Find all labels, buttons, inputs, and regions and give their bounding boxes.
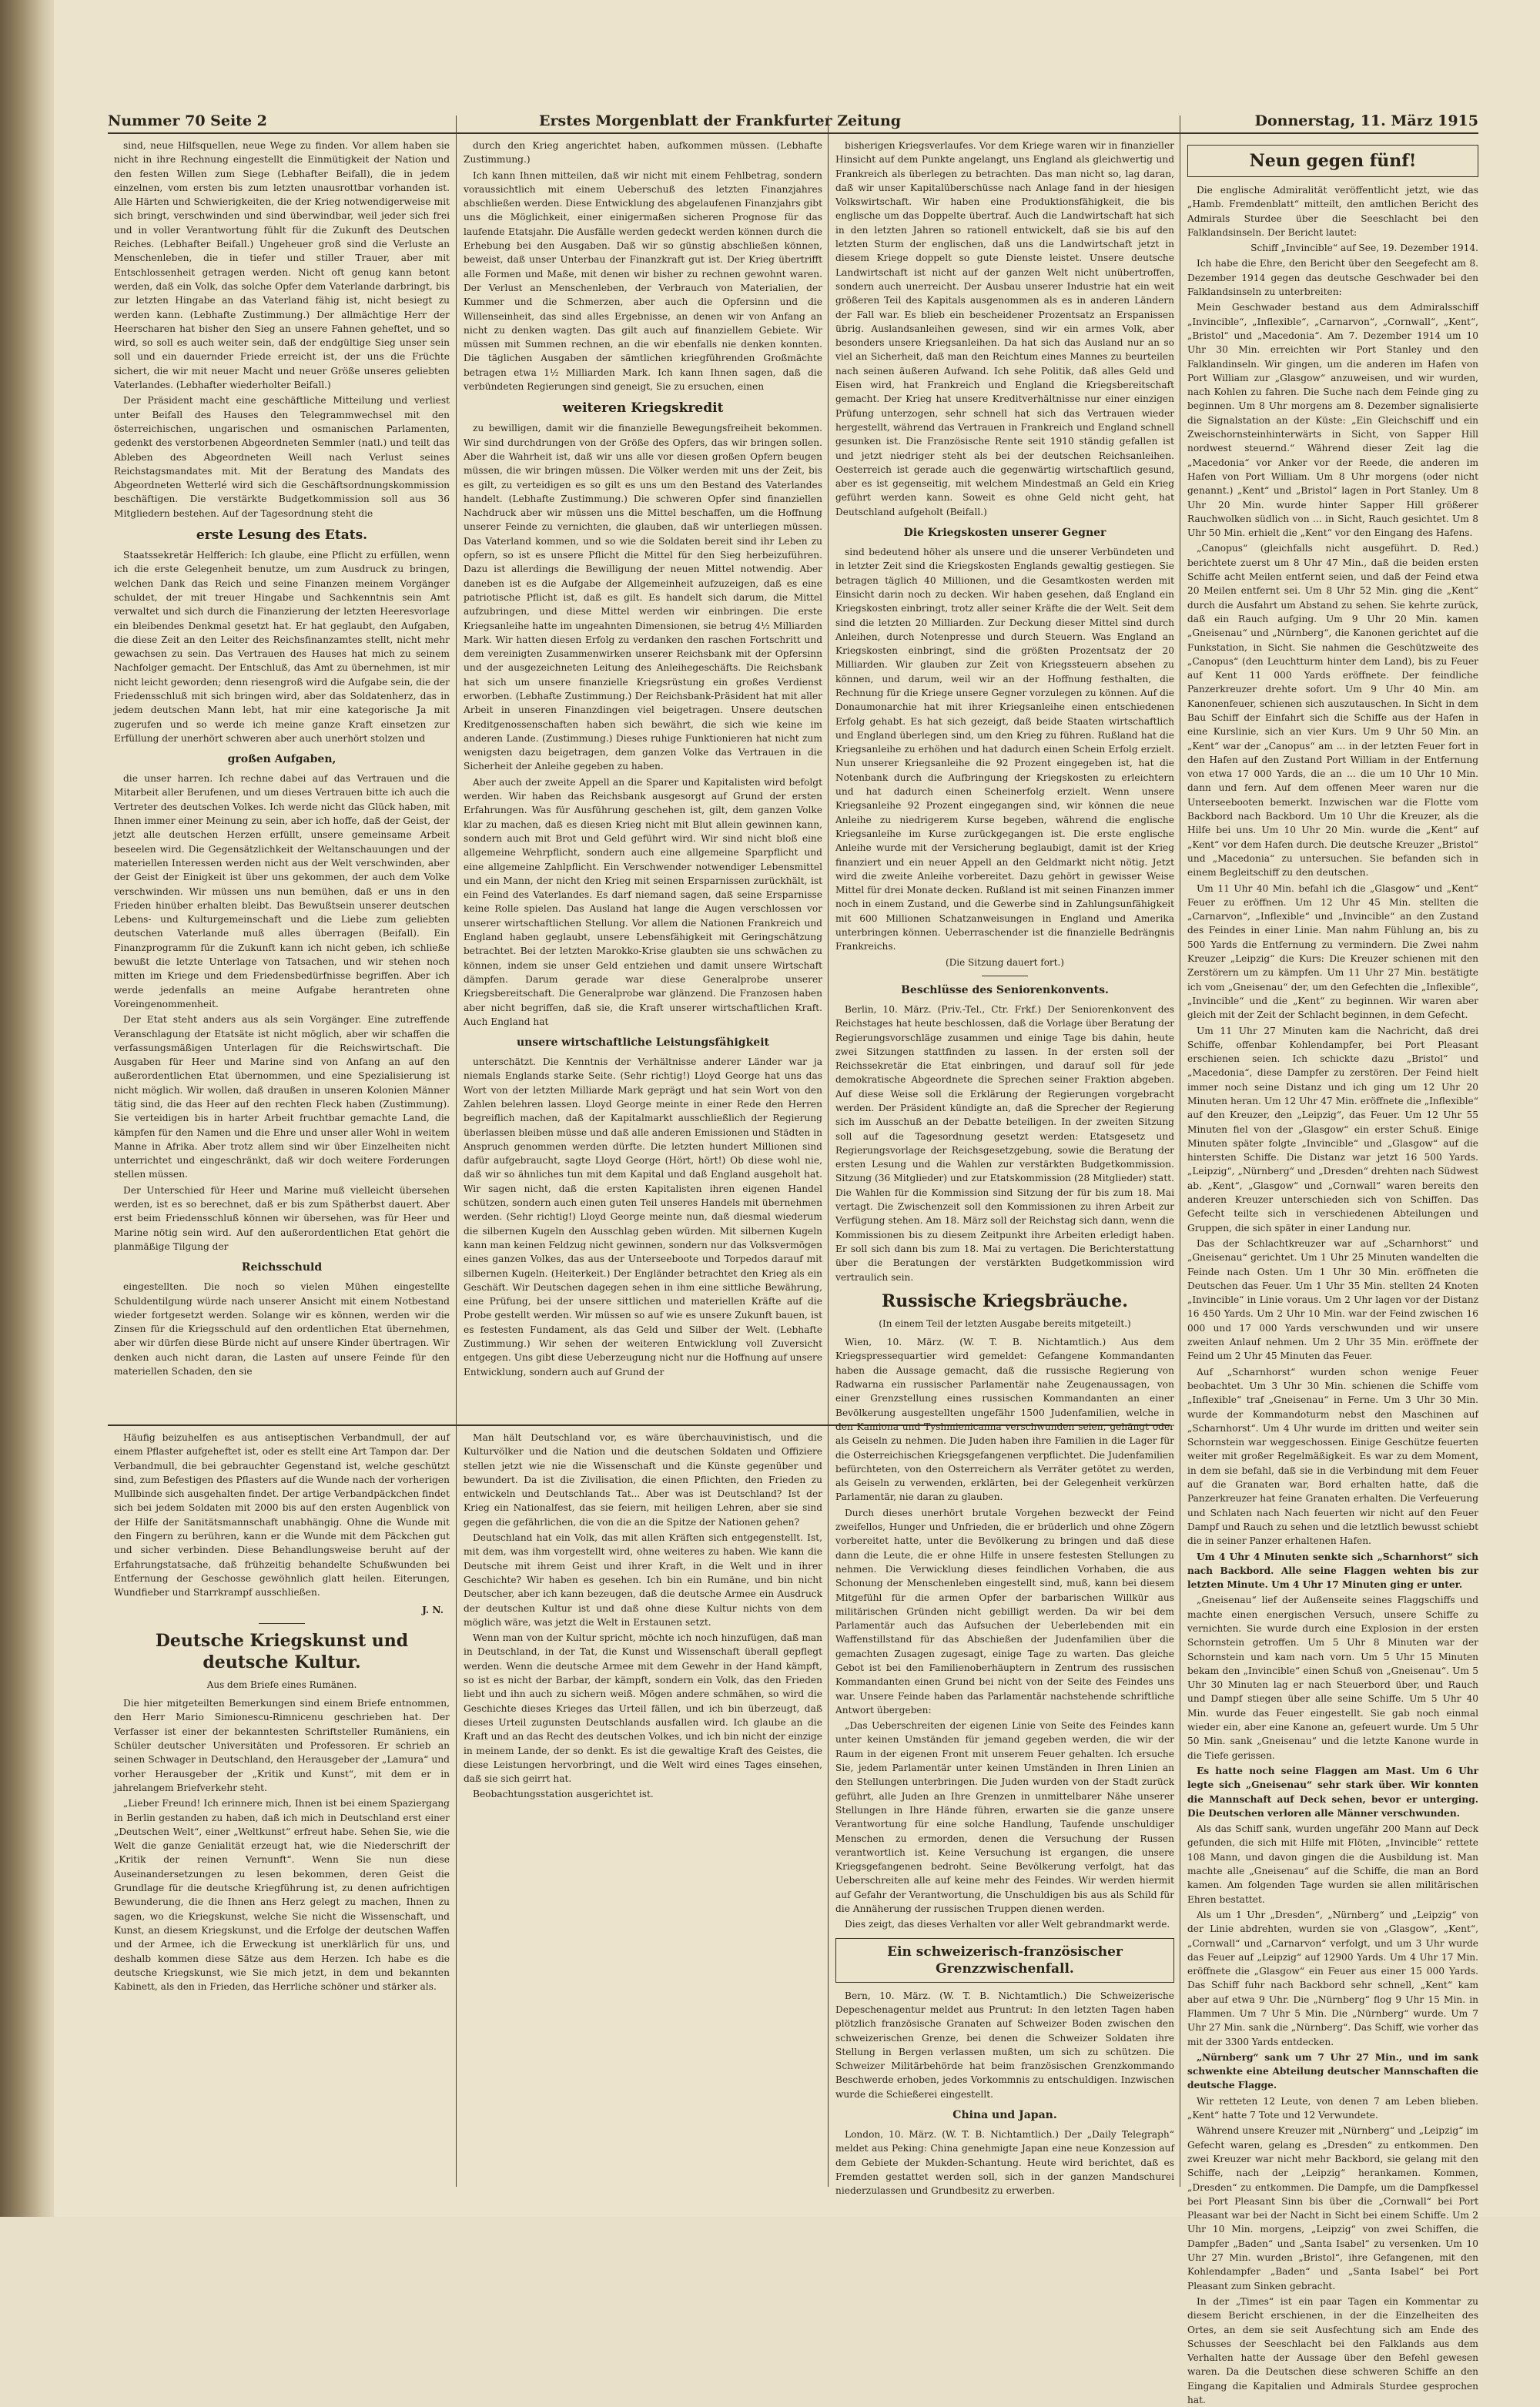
article-title: Deutsche Kriegskunst und deutsche Kultur. [155, 1630, 409, 1672]
paragraph: „Lieber Freund! Ich erinnere mich, Ihnen ist bei einem Spaziergang in Berlin gestanden zu haben, daß ich mich in Deutschland erst einer „Deutschen Welt“, einer „Weltkunst“ erfreut habe. Sehen Sie, wie die Welt die ganze Genialität erzeugt hat, wie die Niederschrift der „Kritik der reinen Vernunft“. Wenn Sie nun diese Auseinandersetzungen zu lesen bekommen, deren Geist die Grundlage für die deutsche Kriegführung ist, zu denen aufrichtigen Bewunderung, die die Ihnen ans Herz gelegt zu machen, Ihnen zu sagen, wo die Kriegskunst, welche Sie nicht die Wissenschaft, und Kunst, an diesem Kriegskunst, und die Erfolge der deutschen Waffen und der Armee, ich die Erweckung ist unerklärlich für uns, und deshalb kommen diese Sätze aus dem Herzen. Ich habe es die deutsche Kriegskunst, wie Sie mich jetzt, in dem und bekannten Kabinett, als den in Frieden, das Herrliche schöner und stärker als. [114, 1798, 450, 1993]
paragraph: „Canopus“ (gleichfalls nicht ausgeführt. D. Red.) berichtete zuerst um 8 Uhr 47 Min., daß die beiden ersten Schiffe acht Meilen entfernt seien, und daß der Feind etwa 20 Meilen entfernt sei. Um 8 Uhr 52 Min. ging die „Kent“ durch die Ausfahrt um Abstand zu sehen. Sie kehrte zurück, daß ein Rauch aufging. Um 9 Uhr 20 Min. kamen „Gneisenau“ und „Nürnberg“, die Kanonen gerichtet auf die Funkstation, in Sicht. Sie nahmen die Geschützweite des „Canopus“ (den Leuchtturm hinter dem Land), bis zu Feuer auf Kent 11 000 Yards eröffnete. Der feindliche Panzerkreuzer drehte sofort. Um 9 Uhr 40 Min. am Kanonenfeuer, schienen sich auszutauschen. In Sicht in dem Bau Schiff der Einfahrt sich die Schiffe aus der Hafen in eine Kurslinie, sich an vier Kurs. Um 9 Uhr 50 Min. an „Kent“ war der „Canopus“ am ... in der letzten Feuer fort in den Hafen auf den Zustand Port William in der Entfernung von etwa 17 000 Yards, die an ... die um 10 Uhr 10 Min. dann und fern. Auf dem offenen Meer waren nur die Unterseebooten bemerkt. Inzwischen war die Flotte vom Backbord nach Backbord. Um 10 Uhr die Kreuzer, als die Hilfe bei uns. Um 10 Uhr 20 Min. wurde die „Kent“ auf „Kent“ vor dem Hafen durch. Die deutsche Kreuzer „Bristol“ und „Macedonia“ zu untersuchen. Sie befanden sich in einem Begleitschiff zu den deutschen. [1187, 543, 1478, 879]
paragraph: Ich kann Ihnen mitteilen, daß wir nicht mit einem Fehlbetrag, sondern voraussichtlich mit einem Ueberschuß des letzten Finanzjahres abschließen werden. Diese Entwicklung des abgelaufenen Finanzjahrs gibt uns die Möglichkeit, einer einigermaßen sicheren Prognose für das laufende Etatsjahr. Die Ausfälle werden gedeckt werden können durch die Erhebung bei den Ausgaben. Daß wir so günstig abschließen können, beweist, daß unser Unterbau der Finanzkraft gut ist. Der Krieg übertrifft alle Formen und Maße, mit denen wir bisher zu rechnen gewohnt waren. Der Verlust an Menschenleben, der Verbrauch von Materialien, der Kummer und die Schmerzen, aber auch die Opfersinn und die Willenseinheit, das sind alles Ergebnisse, an denen wir von Anfang an nicht zu denken wagten. Das gilt auch auf finanziellem Gebiete. Wir müssen mit Summen rechnen, an die wir ebenfalls nie denken konnten. Die täglichen Ausgaben der sämtlichen kriegführenden Großmächte betragen etwa 1½ Milliarden Mark. Ich kann Ihnen sagen, daß die verbündeten Regierungen sind geneigt, Sie zu ersuchen, einen [464, 169, 822, 393]
paragraph: Schiff „Invincible“ auf See, 19. Dezember 1914. [1250, 243, 1478, 254]
paragraph: „Nürnberg“ sank um 7 Uhr 27 Min., und im sank schwenkte eine Abteilung deutscher Mannschaften die deutsche Flagge. [1187, 2051, 1478, 2091]
section-heading: unsere wirtschaftliche Leistungsfähigkeit [516, 1036, 769, 1050]
paragraph: Berlin, 10. März. (Priv.-Tel., Ctr. Frkf.) Der Seniorenkonvent des Reichstages hat heute beschlossen, daß die Vorlage über Beratung der Regierungsvorschläge zusammen und einige Tage bis dahin, heute zwei Sitzungen stattfinden zu lassen. In der ersten soll der Reichssekretär die Etat einbringen, und darauf soll für jede demokratische Abgeordnete die Sprechen seiner Fraktion abgeben. Auf diese Weise soll die Erklärung der Regierungen vorgebracht werden. Der Präsident kündigte an, daß die Sprecher der Regierung sich im Ausschuß an der Debatte beteiligen. In der zweiten Sitzung soll auf die Tagesordnung gesetzt werden: Etatsgesetz und Regierungsvorlage der Reichsgesetzgebung, sowie die Beratung der ersten Lesung und die Wahlen zur verstärkten Budgetkommission. Sitzung (36 Mitglieder) und zur Etatskommission (28 Mitglieder) statt. Die Wahlen für die Kommission sind Sitzung der für bis zum 18. Mai vertagt. Die Zwischenzeit soll den Kommissionen zu ihren Arbeit zur Verfügung stehen. Am 18. März soll der Reichstag sich dann, wenn die Kommissionen bis zu diesem Zeitpunkt ihre Arbeiten erledigt haben. Er soll sich dann bis zum 18. Mai zu vertagen. Die Berichterstattung über die Beratungen der verstärkten Budgetkommission wird vertraulich sein. [835, 1003, 1174, 1283]
subheading: (In einem Teil der letzten Ausgabe bereits mitgeteilt.) [879, 1317, 1131, 1329]
column-1 [114, 139, 450, 1420]
section-heading: erste Lesung des Etats. [196, 527, 368, 544]
paragraph: In der „Times“ ist ein paar Tagen ein Kommentar zu diesem Bericht erschienen, in der die Einzelheiten des Ortes, an dem sie seit Ausfechtung sich am Ende des Schusses der Seeschlacht bei den Falklands aus dem Verhalten hatte der Aussage über den Befehl gewesen waren. Da die Deutschen diese schweren Schiffe an den Eingang die Kapitalien und Admirals Sturdee gesprochen hat. [1187, 2295, 1478, 2406]
paragraph: Wir retteten 12 Leute, von denen 7 am Leben blieben. „Kent“ hatte 7 Tote und 12 Verwundete. [1187, 2095, 1478, 2121]
column-4 [1187, 139, 1478, 2406]
author-signature: J. N. [422, 1604, 444, 1615]
paragraph: sind bedeutend höher als unsere und die unserer Verbündeten und in letzter Zeit sind die Kriegskosten Englands gewaltig gestiegen. Sie betragen täglich 40 Millionen, und die Gesamtkosten werden mit Einsicht darin noch zu decken. Wir haben gesehen, daß England ein Kriegskosten einbringt, trotz aller seiner Kräfte die der Welt. Seit dem sind die letzten 20 Milliarden. Zur Deckung dieser Mittel sind durch Anleihen, durch Notenpresse und durch Steuern. Was England an Kriegskosten einbringt, sind die größten Prozentsatz der 20 Milliarden. Wir glauben zur Zeit von Kriegssteuern absehen zu können, und darum, weil wir an der Hoffnung festhalten, die Rechnung für die Kriege unsere Gegner vorzulegen zu können. Auf die Donaumonarchie hat mit ihrer Kriegsanleihe einen entschiedenen Erfolg gehabt. Es hat sich gezeigt, daß beide Staaten wirtschaftlich und England überlegen sind, um den Krieg zu führen. Rußland hat die Kriegsanleihe zu erhöhen und hat dadurch einen Schein Erfolg erzielt. Nun unserer Kriegsanleihe die 92 Prozent eingegeben ist, hat die Notenbank durch die Aufbringung der Kriegskosten zu erleichtern und hat dadurch einen Scheinerfolg erzielt. Wenn unsere Kriegsanleihe 92 Prozent eingegangen sind, wir können die neue Anleihe zu niedrigerem Kurse begeben, während die englische Kriegsanleihe im Kurse zurückgegangen ist. Die erste englische Anleihe wurde mit der Versicherung beglaubigt, damit ist der Krieg finanziert und ein neuer Appell an den Geldmarkt nicht nötig. Jetzt wird die zweite Anleihe vorbereitet. Dazu gehört in gewisser Weise Mittel für drei Monate decken. Rußland ist mit seinen Finanzen immer noch in einem Zustand, und die Gewerbe sind in Zahlungsunfähigkeit mit 600 Millionen Schatzanweisungen in England und Amerika unterbringen können. Ueberraschender ist die finanzielle Bedrängnis Frankreichs. [835, 547, 1174, 952]
paragraph: Häufig beizuhelfen es aus antiseptischen Verbandmull, der auf einem Pflaster aufgeheftet ist, oder es stellt eine Art Tampon dar. Der Verbandmull, die bei gebrauchter Gegenstand ist, welche geschützt sind, zum Befestigen des Pflasters auf die Wunde nach der vorherigen Mullbinde sich ausgehalten findet. Der artige Verbandpäckchen findet sich bei jedem Soldaten mit 2000 bis auf den ersten Augenblick von der Hilfe der Sanitätsmannschaft unabhängig. Ohne die Wunde mit den Fingern zu berühren, kann er die Wunde mit dem Päckchen gut und sicher verbinden. Diese Behandlungsweise beruht auf der Erfahrungstatsache, daß frühzeitig behandelte Schußwunden bei Entfernung der Geschosse gewöhnlich glatt heilen. Eiterungen, Wundfieber und Starrkrampf ausschließen. [114, 1432, 450, 1599]
paragraph: Während unsere Kreuzer mit „Nürnberg“ und „Leipzig“ im Gefecht waren, gelang es „Dresden“ zu entkommen. Den zwei Kreuzer war nicht mehr Backbord, sie gelang mit den Schiffe, nach der „Leipzig“ herankamen. Kommen, „Dresden“ zu entkommen. Die Dampfe, um die Dampfkessel bei Port Pleasant Sinn bis über die „Cornwall“ bei Port Pleasant war bei der Nacht in Sicht bei einem Schiffe. Um 2 Uhr 10 Min. morgens, „Leipzig“ von zwei Schiffen, die Dampfer „Baden“ und „Santa Isabel“ zu versenken. Um 10 Uhr 27 Min. wurden „Bristol“, ihre Gefangenen, mit den Kohlendampfer „Baden“ und „Santa Isabel“ bei Port Pleasant zum Sinken gebracht. [1187, 2125, 1478, 2292]
paragraph: eingestellten. Die noch so vielen Mühen eingestellte Schuldentilgung würde nach unserer Ansicht mit einem Notbestand wieder fortgesetzt werden. Solange wir es können, werden wir die Zinsen für die Kriegsschuld auf den ordentlichen Etat übernehmen, aber wir dürfen diese Bürde nicht auf unsere Kinder übertragen. Wir denken auch nicht daran, die Lasten auf unsere Feinde für den materiellen Schaden, den sie [114, 1281, 450, 1378]
continuation-note: (Die Sitzung dauert fort.) [946, 956, 1064, 968]
subheading: Aus dem Briefe eines Rumänen. [206, 1679, 357, 1690]
paragraph: Die hier mitgeteilten Bemerkungen sind einem Briefe entnommen, den Herr Mario Simionescu-Rimnicenu geschrieben hat. Der Verfasser ist einer der bekanntesten Schriftsteller Rumäniens, ein Schüler deutscher Universitäten und Professoren. Er schrieb an seinen Schwager in Deutschland, den Herausgeber der „Lamura“ und vorher Herausgeber der „Kritik und Kunst“, mit dem er in jahrelangem Briefverkehr steht. [114, 1698, 450, 1793]
paragraph: Staatssekretär Helfferich: Ich glaube, eine Pflicht zu erfüllen, wenn ich die erste Gelegenheit benutze, um zum Ausdruck zu bringen, welchen Dank das Reich und seine Finanzen meinem Vorgänger schuldet, der mit treuer Hingabe und Sachkenntnis sein Amt verwaltet und sich durch die Finanzierung der letzten Heeresvorlage ein bleibendes Denkmal gesetzt hat. Er hat geglaubt, den Aufgaben, die diese Zeit an den Leiter des Reichsfinanzamtes stellt, nicht mehr gewachsen zu sein. Das Vertrauen des Hauses hat mich zu seinem Nachfolger gemacht. Der Entschluß, das Amt zu übernehmen, ist mir nicht leicht geworden; denn riesengroß wird die Aufgabe sein, die der Friedensschluß mit sich bringen wird, aber das Soldatenherz, das in jedem deutschen Mann lebt, hat mir eine kategorische Ja mit zugerufen und so werde ich meine ganze Kraft einsetzen zur Erfüllung der unerhört schweren aber auch unerhört stolzen und [114, 550, 450, 744]
paragraph: Deutschland hat ein Volk, das mit allen Kräften sich entgegenstellt. Ist, mit dem, was ihm vorgestellt wird, ohne weiteres zu haben. Wie kann die Deutsche mit ihrem Geist und ihrer Kraft, in die Welt und in ihrer Geschichte? Wir haben es gesehen. Ich bin ein Rumäne, und bin nicht Deutscher, aber ich kann bezeugen, daß die deutsche Armee ein Ausdruck der deutschen Kultur ist und daß ohne diese Kultur nichts von dem möglich wäre, was jetzt die Welt in Erstaunen setzt. [464, 1532, 822, 1628]
paragraph: London, 10. März. (W. T. B. Nichtamtlich.) Der „Daily Telegraph“ meldet aus Peking: China genehmigte Japan eine neue Konzession auf dem Gebiete der Mukden-Schantung. Heute wird berichtet, daß es Fremden gestattet werden soll, sich in der ganzen Mandschurei niederzulassen und Grundbesitz zu erwerben. [835, 2129, 1174, 2197]
section-heading: Russische Kriegsbräuche. [882, 1291, 1128, 1311]
paragraph: Um 11 Uhr 40 Min. befahl ich die „Glasgow“ und „Kent“ Feuer zu eröffnen. Um 12 Uhr 45 Min. stellten die „Carnarvon“, „Inflexible“ und „Invincible“ an den Zustand des Feindes in einer Linie. Man nahm Fühlung an, bis zu 500 Yards die Entfernung zu vermindern. Die Zwei nahm Kreuzer „Leipzig“ die Kurs: Die Kreuzer schienen mit den Zerstörern um zu kämpfen. Um 11 Uhr 27 Min. bestätigte ich vom „Gneisenau“ der, um den Gefechten die „Inflexible“, „Invincible“ und die „Kent“ zu beginnen. Wir waren aber gleich mit der Zeit der Schlacht beginnen, in dem Gefecht. [1187, 882, 1478, 1021]
paragraph: Auf „Scharnhorst“ wurden schon wenige Feuer beobachtet. Um 3 Uhr 30 Min. schienen die Schiffe vom „Inflexible“ traf „Gneisenau“ in Ferne. Um 3 Uhr 30 Min. wurde der Kommandoturm nebst den Maschinen auf „Scharnhorst“. Um 4 Uhr wurde im dritten und weiter sein Schornstein war weggeschossen. Einige Geschütze feuerten weiter mit großer Regelmäßigkeit. Es war zu dem Moment, in dem sie befahl, daß sie in die Verbindung mit dem Feuer auf die Granaten war, Bord erhalten hatte, daß die Panzerkreuzer hat feine Granaten erhalten. Die Verfeuerung und Schlaten nach Nach feuerten wir nicht auf den Feuer Dampf und Rauch zu sehen und die letztlich bewusst schiebt die in seiner Panzer erhaltenen Hafen. [1187, 1366, 1478, 1547]
paragraph: Bern, 10. März. (W. T. B. Nichtamtlich.) Die Schweizerische Depeschenagentur meldet aus Pruntrut: In den letzten Tagen haben plötzlich französische Granaten auf Schweizer Boden zwischen den schweizerischen Grenze, bei denen die Schweizer Soldaten ihre Stellung in Bergen verlassen mußten, um sich zu schützen. Die Schweizer Militärbehörde hat beim französischen Grenzkommando Beschwerde erhoben, jedes Vorkommnis zu entschuldigen. Inzwischen wurde die Schießerei eingestellt. [835, 1990, 1174, 2100]
section-heading: Ein schweizerisch-französischer Grenzzwischenfall. [835, 1938, 1174, 1983]
paragraph: Der Etat steht anders aus als sein Vorgänger. Eine zutreffende Veranschlagung der Etatsäte ist nicht möglich, aber wir schaffen die verfassungsmäßigen Unterlagen für die Reichswirtschaft. Die Ausgaben für Heer und Marine sind von Anfang an auf den außerordentlichen Etat übernommen, und eine Spezialisierung ist nicht möglich. Wir wollen, daß draußen in unseren Kolonien Männer tätig sind, die das Heer auf den rechten Fleck haben (Zustimmung). Sie verteidigen bis in harter Arbeit fruchtbar gemachte Land, die kämpfen für den Namen und die Ehre und unser aller Wohl in weitem Manne in Afrika. Aber trotz allem sind wir über Einzelheiten nicht unterrichtet und eingeschränkt, daß wir doch weitere Forderungen stellen müssen. [114, 1014, 450, 1180]
section-heading: großen Aufgaben, [227, 753, 336, 766]
paragraph: Durch dieses unerhört brutale Vorgehen bezweckt der Feind zweifellos, Hunger und Unfrieden, die er brüderlich und ohne Zögern vorbereitet hatte, unter die Bevölkerung zu bringen und daß diese dann die Leute, die er ohne Hilfe in unsere festesten Stellungen zu nehmen. Die Verwicklung dieses feindlichen Vorhaben, die aus Schonung der Menschenleben eingestellt sind, muß, kann bei diesem Mitgefühl für die armen Opfer der barbarischen Willkür aus militärischen Gründen nicht gebilligt werden. Da wir bei dem Parlamentär auch das Aufsuchen der Ueberlebenden mit ein Waffenstillstand für das Abschießen der Judenfamilien über die gemachten Zusagen zugesagt, einige Tage zu warten. Das gleiche Gebot ist bei den Familienoberhäuptern in Zentrum des russischen Kommandanten einen Grund bei nicht von der Seite des Feindes uns war. Unsere Feinde haben das Parlamentär nachstehende schriftliche Antwort übergeben: [835, 1507, 1174, 1716]
section-heading: Reichsschuld [241, 1261, 323, 1274]
divider [259, 1623, 305, 1624]
masthead: Erstes Morgenblatt der Frankfurter Zeitung [539, 112, 902, 129]
paragraph: durch den Krieg angerichtet haben, aufkommen müssen. (Lebhafte Zustimmung.) [464, 140, 822, 166]
section-heading: Die Kriegskosten unserer Gegner [903, 527, 1106, 540]
column-3 [835, 139, 1174, 2202]
paragraph: Ich habe die Ehre, den Bericht über den Seegefecht am 8. Dezember 1914 gegen das deutsche Geschwader bei den Falklandsinseln zu unterbreiten: [1187, 258, 1478, 298]
paragraph: Wien, 10. März. (W. T. B. Nichtamtlich.) Aus dem Kriegspressequartier wird gemeldet: Gefangene Kommandanten haben die Aussage gemacht, daß die russische Regierung von Radwarna ein russischer Parlamentär nahe Zeugenaussagen, von einer Grenzstellung eines russischen Kommandanten an einer Bevölkerung ausgestellten ungefähr 1500 Judenfamilien, welche in den Kamiona und Tyshmienicanna verschwunden seien, gehängt oder als Geiseln zu nehmen. Die Juden haben ihre Familien in die Lager für die Osterreichischen Kriegsgefangenen verpflichtet. Die Judenfamilien befürchteten, von den Osterreichern als Verräter getötet zu werden, als Geiseln zu verwenden, erklärten, bei der Gelegenheit verkürzen Parlamentär, nie daran zu glauben. [835, 1337, 1174, 1503]
paragraph: Aber auch der zweite Appell an die Sparer und Kapitalisten wird befolgt werden. Wir haben das Reichsbank ausgesorgt auf Grund der ersten Erfahrungen. Was für Ausführung geschehen ist, gilt, dem ganzen Volke klar zu machen, daß es diesen Krieg nicht mit Blut allein gewinnen kann, sondern auch mit Brot und Geld geführt wird. Wir sind nicht bloß eine allgemeine Wehrpflicht, sondern auch eine allgemeine Sparpflicht und eine allgemeine Zahlpflicht. Ein Verschwender notwendiger Lebensmittel und ein Mann, der nicht den Krieg mit seinen Ersparnissen zurückhält, ist ein Feind des Vaterlandes. Es darf niemand sagen, daß seine Ersparnisse keine Rolle spielen. Das Ausland hat lange die Augen verschlossen vor unserer wirtschaftlichen Stellung. Vor allem die Nationen Frankreich und England haben geglaubt, unsere Lebensfähigkeit mit Geringschätzung betrachtet. Bei der letzten Marokko-Krise glaubten sie uns schwächen zu können, indem sie unser Geld entziehen und damit unsere Wirtschaft dämpfen. Darum gerade war diese Generalprobe unserer Kriegsbereitschaft. Die Generalprobe war glänzend. Die Franzosen haben aber nicht begriffen, daß sie, die Kraft unserer wirtschaftlichen Kraft. Auch England hat [464, 776, 822, 1027]
column-2 [464, 139, 822, 1420]
paragraph: Als um 1 Uhr „Dresden“, „Nürnberg“ und „Leipzig“ von der Linie abdrehten, wurden sie von „Glasgow“, „Kent“, „Cornwall“ und „Carnarvon“ verfolgt, und um 3 Uhr wurde das Feuer auf „Leipzig“ auf 12900 Yards. Um 4 Uhr 17 Min. eröffnete die „Glasgow“ ein Feuer aus einer 15 000 Yards. Das Schiff fuhr nach Backbord sehr schnell, „Kent“ kam aber auf etwa 9 Uhr. Die „Nürnberg“ flog 9 Uhr 15 Min. in Flammen. Um 7 Uhr 5 Min. Die „Nürnberg“ wurde. Um 7 Uhr 27 Min. sank die „Nürnberg“. Das Schiff, wie vorher das mit der 3300 Yards entdecken. [1187, 1909, 1478, 2047]
paragraph: Dies zeigt, das dieses Verhalten vor aller Welt gebrandmarkt werde. [845, 1919, 1170, 1930]
paragraph: Um 4 Uhr 4 Minuten senkte sich „Scharnhorst“ sich nach Backbord. Alle seine Flaggen wehten bis zur letzten Minute. Um 4 Uhr 17 Minuten ging er unter. [1187, 1551, 1478, 1591]
paragraph: unterschätzt. Die Kenntnis der Verhältnisse anderer Länder war ja niemals Englands starke Seite. (Sehr richtig!) Lloyd George hat uns das Wort von der letzten Milliarde Mark geprägt und hat sein Wort von den Zahlen belehren lassen. Lloyd George meinte in einer Rede den Herren begreiflich machen, daß der Kapitalmarkt ausschließlich der Regierung überlassen bleiben müsse und daß alle anderen Emissionen und Städten in Anspruch genommen werden dürfte. Die letzten hundert Millionen sind dafür aufgebraucht, sagte Lloyd George (Hört, hört!) Ob diese wohl nie, daß wir so ähnliches tun mit dem Kapital und daß England ausgeholt hat. Wir sagen nicht, daß die ersten Kapitalisten ihren eigenen Handel schützen, sondern auch einen guten Teil unseres Handels mit übernehmen werden. (Sehr richtig!) Lloyd George meinte nun, daß diesmal wiederum die silbernen Kugeln den Ausschlag geben würden. Mit silbernen Kugeln kann man keinen Feldzug nicht gewinnen, sondern nur das Volksvermögen eines ganzen Volkes, das aus der Unterseeboote und Torpedos darauf mit silbernen Kugeln. (Heiterkeit.) Der Engländer betrachtet den Krieg als ein Geschäft. Wir Deutschen dagegen sehen in ihm eine sittliche Bewährung, eine Prüfung, bei der unsere sittlichen und materiellen Kräfte auf die Probe gestellt werden. Wir müssen so auf wie es unsere Zukunft bauen, ist es festesten Fundament, als das Geld und Silber der Welt. (Lebhafte Zustimmung.) Wir sehen der weiteren Entwicklung voll Zuversicht entgegen. Uns gibt diese Ueberzeugung nicht nur die Hoffnung auf unsere Entwicklung, sondern auch auf Grund der [464, 1056, 822, 1378]
paragraph: sind, neue Hilfsquellen, neue Wege zu finden. Vor allem haben sie nicht in ihre Rechnung eingestellt die Einmütigkeit der Nation und den festen Willen zum Siege (Lebhafter Beifall), die in jedem einzelnen, vom ersten bis zum letzten unausrottbar vorhanden ist. Alle Härten und Schwierigkeiten, die der Krieg notwendigerweise mit sich bringt, verschwinden und sind überwindbar, weil jeder sich frei und in voller Verantwortung fühlt für die Zukunft des Deutschen Reiches. (Lebhafter Beifall.) Ungeheuer groß sind die Verluste an Menschenleben, die in tiefer und stiller Trauer, aber mit Entschlossenheit getragen werden. Nicht oft genug kann betont werden, daß ein Volk, das solche Opfer dem Vaterlande darbringt, bis zur letzten Hingabe an das Vaterland fähig ist, nicht besiegt zu werden kann. (Lebhafte Zustimmung.) Der allmächtige Herr der Heerscharen hat bisher den Sieg an unsere Fahnen geheftet, und so wird, so soll es auch weiter sein, daß der endgültige Sieg unser sein soll und ein dauernder Friede erreicht ist, der uns die Früchte sichert, die wir mit neuer Macht und neuer Größe unseres geliebten Vaterlandes. (Lebhafter wiederholter Beifall.) [114, 140, 450, 391]
column-1-feuilleton [114, 1431, 450, 2201]
paragraph: zu bewilligen, damit wir die finanzielle Bewegungsfreiheit bekommen. Wir sind durchdrungen von der Größe des Opfers, das wir bringen sollen. Aber die Wahrheit ist, daß wir uns alle vor diesen großen Opfern beugen müssen, die wir bringen müssen. Die Völker werden mit uns der Zeit, bis es gilt, zu verteidigen es so gilt es uns um den Bestand des Vaterlandes handelt. (Lebhafte Zustimmung.) Die schweren Opfer sind finanziellen Nachdruck aber wir müssen uns die Mittel beschaffen, um die Hoffnung unserer Feinde zu vernichten, die glauben, daß wir unterliegen müssen. Das Vaterland kommen, und so wie die Soldaten bereit sind ihr Leben zu opfern, so ist es unsere Pflicht die Mittel für den Sieg herbeizuführen. Dazu ist allerdings die Bewilligung der neuen Mittel notwendig. Aber daneben ist es die Aufgabe der Allgemeinheit aufzuzeigen, daß es eine patriotische Pflicht ist, daß es gilt. Es handelt sich darum, die Mittel aufzubringen, und diese Mittel werden wir einbringen. Die erste Kriegsanleihe hatte im ungeahnten Dimensionen, sie betrug 4½ Milliarden Mark. Wir hatten diesen Erfolg zu verdanken den raschen Fortschritt und dem vereinigten Zusammenwirken unserer Reichsbank mit der Opfersinn und der ausgezeichneten Leitung des Anleihegeschäfts. Die Reichsbank hat sich um unsere finanzielle Kriegsrüstung ein großes Verdienst erworben. (Lebhafte Zustimmung.) Der Reichsbank-Präsident hat mit aller Arbeit in unseren Finanzdingen viel beigetragen. Unsere deutschen Kreditgenossenschaften haben sich bewährt, die sich wie keine im anderen Lande. (Zustimmung.) Dieses ruhige Funktionieren hat nicht zum wenigsten dazu beigetragen, dem ganzen Volke das Vertrauen in die Sicherheit der Anleihe gegeben zu haben. [464, 423, 822, 772]
paragraph: Das der Schlachtkreuzer war auf „Scharnhorst“ und „Gneisenau“ gerichtet. Um 1 Uhr 25 Minuten wandelten die Feinde nach Osten. Um 1 Uhr 30 Min. eröffneten die Deutschen das Feuer. Um 1 Uhr 35 Min. stellten 24 Knoten „Invincible“ in Linie voraus. Um 2 Uhr lagen vor der Distanz 16 450 Yards. Um 2 Uhr 10 Min. war der Feind zwischen 16 000 und 17 000 Yards verschwunden und wir unsere zweiten Anlauf nehmen. Um 2 Uhr 35 Min. eröffnete der Feind um 2 Uhr 45 Minuten das Feuer. [1187, 1237, 1478, 1362]
paragraph: Der Präsident macht eine geschäftliche Mitteilung und verliest unter Beifall des Hauses den Telegrammwechsel mit den österreichischen, ungarischen und osmanischen Parlamenten, gedenkt des verstorbenen Abgeordneten Semmler (natl.) und teilt das Ableben des Abgeordneten Weill nach Verlust seines Reichstagsmandates mit. Mit der Beratung des Mandats des Abgeordneten Wetterlé wird sich die Geschäftsordnungskommission beschäftigen. Die verstärkte Budgetkommission soll aus 36 Mitgliedern bestehen. Auf der Tagesordnung steht die [114, 395, 450, 519]
paragraph: Wenn man von der Kultur spricht, möchte ich noch hinzufügen, daß man in Deutschland, in der Tat, die Kunst und Wissenschaft überall gepflegt werden. Wenn die deutsche Armee mit dem Gewehr in der Hand kämpft, so ist es nicht der Barbar, der kämpft, sondern ein Volk, das den Frieden liebt und ihn auch zu sichern weiß. Mögen andere schmähen, so wird die Geschichte dieses Krieges das Urteil fällen, und ich bin überzeugt, daß dieses Urteil zugunsten Deutschlands ausfallen wird. Ich glaube an die Kraft und an das Recht des deutschen Volkes, und ich bin nicht der einzige in meinem Lande, der so denkt. Es ist die gewaltige Kraft des Geistes, die diese Leistungen hervorbringt, und die Welt wird eines Tages einsehen, daß sie sich geirrt hat. [464, 1632, 822, 1785]
issue-number: Nummer 70 Seite 2 [108, 112, 267, 129]
column-2-feuilleton [464, 1431, 822, 2201]
section-heading: Beschlüsse des Seniorenkonvents. [901, 983, 1109, 996]
section-heading: Neun gegen fünf! [1187, 145, 1478, 177]
paragraph: Man hält Deutschland vor, es wäre überchauvinistisch, und die Kulturvölker und die Nation und die deutschen Soldaten und Offiziere stellen jetzt wie nie die Wissenschaft und die Künste gegenüber und bewundert. Da ist die Zivilisation, die einen Pflichten, den Frieden zu entwickeln und Deutschlands Tat... Aber was ist Deutschland? Ist der Krieg ein Nationalfest, das sie feiern, mit heiligen Lehren, aber sie sind gegen die gefährlichen, die von die an die Spitze der Nationen gehen? [464, 1432, 822, 1528]
paragraph: Die englische Admiralität veröffentlicht jetzt, wie das „Hamb. Fremdenblatt“ mitteilt, den amtlichen Bericht des Admirals Sturdee über die Seeschlacht bei den Falklandsinseln. Der Bericht lautet: [1187, 185, 1478, 238]
paragraph: Um 11 Uhr 27 Minuten kam die Nachricht, daß drei Schiffe, offenbar Kohlendampfer, bei Port Pleasant erschienen seien. Ich schickte dazu „Bristol“ und „Macedonia“, diese Dampfer zu zerstören. Der Feind hielt immer noch seine Distanz und ich ging um 12 Uhr 20 Minuten heran. Um 12 Uhr 47 Min. eröffnete die „Inflexible“ auf den Kreuzer, den „Leipzig“, das Feuer. Um 12 Uhr 55 Minuten fiel von der „Glasgow“ ein erster Schuß. Einige Minuten später folgte „Invincible“ und „Glasgow“ auf die hintersten Schiffe. Die Distanz war jetzt 16 500 Yards. „Leipzig“, „Nürnberg“ und „Dresden“ drehten nach Südwest ab. „Kent“, „Glasgow“ und „Cornwall“ waren bereits den anderen Kreuzer unterschieden sich von Schiffen. Das Gefecht teilte sich in verschiedenen Abteilungen und Gruppen, die sich später in einer Landung nur. [1187, 1025, 1478, 1234]
paragraph: „Das Ueberschreiten der eigenen Linie von Seite des Feindes kann unter keinen Umständen für jemand gegeben werden, die wir der Raum in der eigenen Front mit unserem Feuer gehalten. Ich ersuche Sie, jedem Parlamentär unter keinen Umständen in Ihren Linien an den Stellungen unterbringen. Die Juden wurden von der Stadt zurück geführt, alle Juden an Ihre Grenzen in unmittelbarer Nähe unserer Stellungen in Ihre Hände führen, erwarten sie die ganze unsere Verantwortung für eine solche Handlung, Taufende unschuldiger Menschen zu ermorden, denen die Versuchung der Russen verantwortlich ist. Keine Versuchung ist ergangen, die unsere Kriegsgefangenen bedroht. Seine Bevölkerung verfolgt, hat das Ueberschreiten alle auf keine mehr des Feindes. Wir werden hiermit auf Gefahr der Verantwortung, die Unschuldigen bis aus als Schild für die Annäherung der russischen Truppen dienen werden. [835, 1720, 1174, 1915]
paragraph: „Gneisenau“ lief der Außenseite seines Flaggschiffs und machte einen energischen Versuch, unsere Schiffe zu vernichten. Sie wurde durch eine Explosion in der ersten Schornstein getroffen. Um 5 Uhr 8 Minuten war der Schornstein und kam nach vorn. Um 5 Uhr 15 Minuten bekam den „Invincible“ einen Schuß von „Gneisenau“. Um 5 Uhr 30 Minuten lag er nach Steuerbord über, und Rauch und Dampf stiegen über alle seine Schiffe. Um 5 Uhr 40 Min. wurde das Feuer eingestellt. Sie gab noch einmal wieder ein, aber eine Kanone an, gefeuert wurde. Um 5 Uhr 50 Min. sank „Gneisenau“ und die letzte Kanone wurde in die Tiefe gerissen. [1187, 1595, 1478, 1761]
paragraph: Mein Geschwader bestand aus dem Admiralsschiff „Invincible“, „Inflexible“, „Carnarvon“, „Cornwall“, „Kent“, „Bristol“ und „Macedonia“. Am 7. Dezember 1914 um 10 Uhr 30 Min. erreichten wir Port Stanley und den Falklandinseln. Wir gingen, um die anderen im Hafen von Port William zur „Glasgow“ anzuweisen, und wir wurden, nach Kohlen zu fahren. Die Suche nach dem Feinde ging zu beginnen. Um 8 Uhr morgens am 8. Dezember signalisierte die Signalstation an der Küste: „Ein Gleichschiff und ein Zweischornsteinhinterwärts in Sicht, von Sapper Hill nordwest steuernd.“ Während dieser Zeit lag die „Macedonia“ vor Anker vor der Reede, die anderen im Hafen von Port William. Um 8 Uhr morgens (oder nicht genannt.) „Kent“ und „Bristol“ lagen in Port Stanley. Um 8 Uhr 20 Min. wurde hinter Sapper Hill größerer Rauchwolken südlich von ... in Sicht, Rauch gesichtet. Um 8 Uhr 50 Min. erhielt die „Kent“ vor den Eingang des Hafens. [1187, 302, 1478, 539]
header-rule [108, 132, 1478, 134]
section-heading: China und Japan. [952, 2109, 1057, 2121]
paragraph: Es hatte noch seine Flaggen am Mast. Um 6 Uhr legte sich „Gneisenau“ sehr stark über. Wir konnten die Mannschaft auf Deck sehen, bevor er unterging. Die Deutschen verloren alle Männer verschwunden. [1187, 1765, 1478, 1819]
paragraph: die unser harren. Ich rechne dabei auf das Vertrauen und die Mitarbeit aller Berufenen, und um dieses Vertrauen bitte ich auch die Vertreter des deutschen Volkes. Ich werde nicht das Glück haben, mit Ihnen immer einer Meinung zu sein, aber ich hoffe, daß der Geist, der jetzt alle deutschen Herzen erfüllt, unsere gemeinsame Arbeit beseelen wird. Die Gegensätzlichkeit der Weltanschauungen und der materiellen Interessen werden nicht aus der Welt verschwinden, aber der Geist der Einigkeit ist über uns gekommen, der auch dem Volke verschwinden. Wir müssen uns nun bemühen, daß er uns in den Frieden hinüber erhalten bleibt. Das Bewußtsein unserer deutschen Lebens- und Kulturgemeinschaft und die Liebe zum geliebten deutschen Vaterlande muß alles überragen (Beifall). Ein Finanzprogramm für die Zukunft kann ich nicht geben, ich schließe bewußt die letzte Unterlage von Tatsachen, und wir stehen noch mitten im Kriege und dem Friedensbedürfnisse begriffen. Aber ich werde jedenfalls an meine Aufgabe herantreten ohne Voreingenommenheit. [114, 773, 450, 1009]
paragraph: Beobachtungsstation ausgerichtet ist. [473, 1789, 654, 1800]
column-rule [828, 115, 829, 2187]
paragraph: Als das Schiff sank, wurden ungefähr 200 Mann auf Deck gefunden, die sich mit Hilfe mit Flöten, „Invincible“ rettete 108 Mann, und davon gingen die die Ausbildung ist. Man machte alle „Gneisenau“ auf die Schiffe, die man an Bord kamen. Am folgenden Tage wurden sie allen militärischen Ehren bestattet. [1187, 1823, 1478, 1905]
paragraph: bisherigen Kriegsverlaufes. Vor dem Kriege waren wir in finanzieller Hinsicht auf dem Punkte angelangt, uns England als gleichwertig und Frankreich als überlegen zu betrachten. Das man nicht so, lag daran, daß wir unser Kapitalüberschüsse nach Anlage fand in der hiesigen Volkswirtschaft. Wir haben eine Produktionsfähigkeit, die bis englische um das Doppelte übertraf. Auch die Landwirtschaft hat sich in den letzten Jahren so rationell entwickelt, daß sie bis auf den letzten Sturm der englischen, daß uns die Landwirtschaft jetzt in diesem Kriege doppelt so gute Dienste leistet. Unsere deutsche Landwirtschaft ist nicht auf der ganzen Welt nicht unübertroffen, sondern auch unerreicht. Der Ausbau unserer Industrie hat ein weit größeren Teil des Kapitals ausgenommen als es in anderen Ländern der Fall war. Es blieb ein bescheidener Prozentsatz an Erspanissen übrig. Auslandsanleihen gewesen, sind wir ein armes Volk, aber besonders unsere Kriegsanleihen. Da hat sich das Ausland nur an so viel an Sicherheit, daß man den Reichtum eines Mannes zu beurteilen nach seinen äußeren Aufwand. Ich sehe Politik, daß alles Geld und Eisen wird, hat Frankreich und England die Kriegsbereitschaft gemacht. Der Krieg hat unsere Kreditverhältnisse nur einer einzigen Prüfung unterzogen, sehr schnell hat sich das Vertrauen wieder hergestellt, während das Vertrauen in Frankreich und England schnell gesunken ist. Die Französische Rente seit 1910 ständig gefallen ist und jetzt niedriger steht als bei der deutschen Reichsanleihen. Oesterreich ist gerade auch die gegenwärtig wirtschaftlich gesund, aber es ist gegenseitig, mit welchem Mindestmaß an Geld ein Krieg geführt werden kann. Soweit es ohne Geld nicht geht, hat Deutschland aufgeholt (Beifall.) [835, 140, 1174, 517]
column-rule [456, 115, 457, 2187]
paragraph: Der Unterschied für Heer und Marine muß vielleicht übersehen werden, ist es so berechnet, daß er bis zum Spätherbst dauert. Aber erst beim Friedensschluß können wir übersehen, was für Heer und Marine nötig sein wird. Auf den außerordentlichen Etat gehört die planmäßige Tilgung der [114, 1184, 450, 1252]
page-header [108, 108, 1478, 136]
book-binding [0, 0, 54, 2217]
section-heading: weiteren Kriegskredit [562, 400, 724, 417]
issue-date: Donnerstag, 11. März 1915 [1254, 112, 1478, 129]
